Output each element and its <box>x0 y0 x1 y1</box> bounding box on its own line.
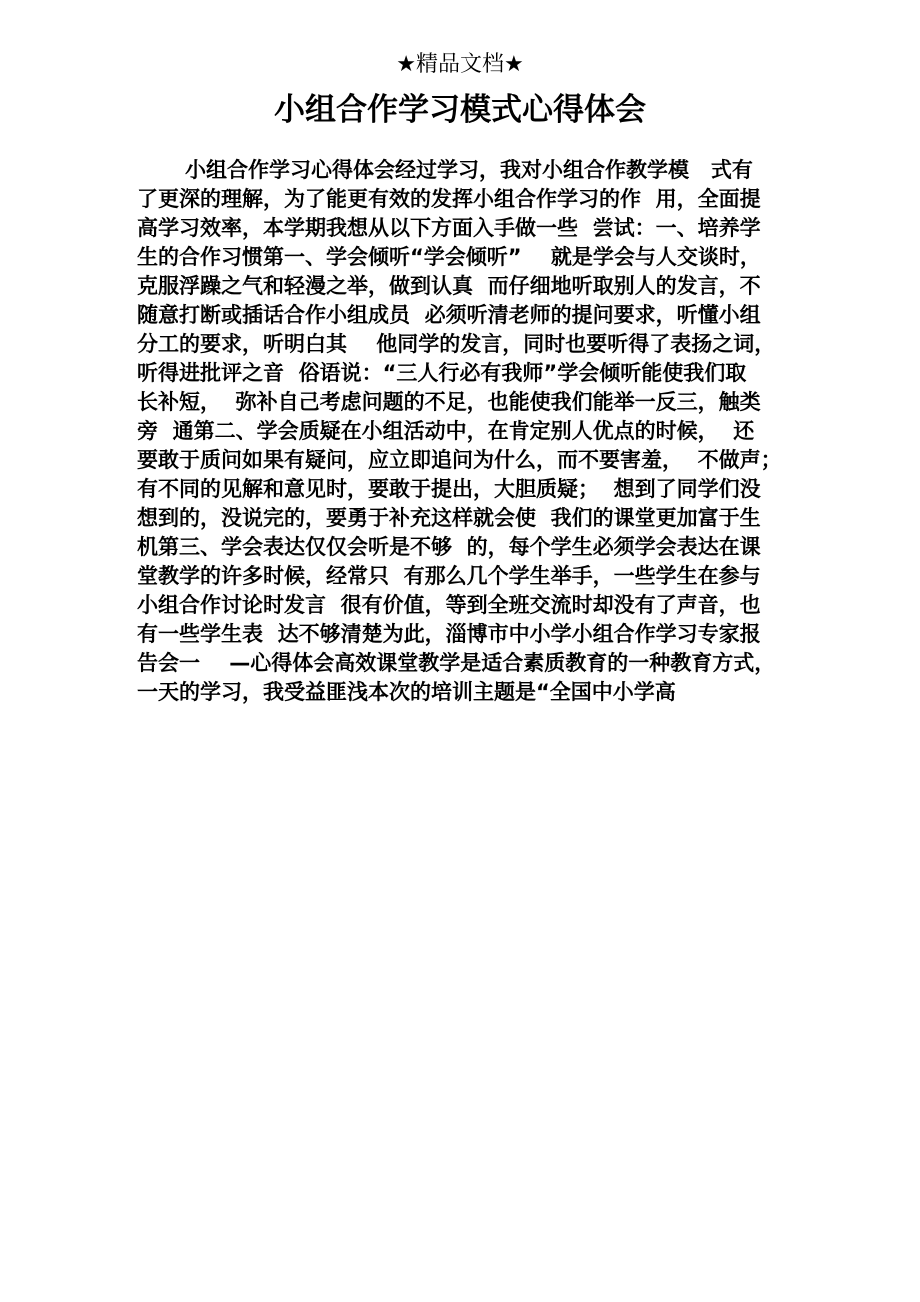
body-line: 要敢于质问如果有疑问，应立即追问为什么，而不要害羞， 不做声； <box>137 448 782 472</box>
body-line: 告会一 —心得体会高效课堂教学是适合素质教育的一种教育方式， <box>137 651 776 675</box>
body-line: 高学习效率，本学期我想从以下方面入手做一些 尝试：一、培养学 <box>137 216 761 240</box>
page-title: 小组合作学习模式心得体会 <box>274 92 646 128</box>
body-line: 分工的要求，听明白其 他同学的发言，同时也要听得了表扬之词， <box>137 332 776 356</box>
body-line: 小组合作学习心得体会经过学习，我对小组合作教学模 式有 <box>185 158 753 182</box>
body-line: 想到的，没说完的，要勇于补充这样就会使 我们的课堂更加富于生 <box>137 506 761 530</box>
header-mark: ★精品文档★ <box>396 52 524 77</box>
body-line: 堂教学的许多时候，经常只 有那么几个学生举手，一些学生在参与 <box>137 564 761 588</box>
body-line: 克服浮躁之气和轻漫之举，做到认真 而仔细地听取别人的发言，不 <box>137 274 761 298</box>
body-line: 了更深的理解，为了能更有效的发挥小组合作学习的作 用，全面提 <box>137 187 761 211</box>
body-line: 长补短， 弥补自己考虑问题的不足，也能使我们能举一反三，触类 <box>137 390 761 414</box>
body-line: 有不同的见解和意见时，要敢于提出，大胆质疑； 想到了同学们没 <box>137 477 761 501</box>
body-line: 有一些学生表 达不够清楚为此，淄博市中小学小组合作学习专家报 <box>137 622 761 646</box>
body-line: 生的合作习惯第一、学会倾听“学会倾听” 就是学会与人交谈时， <box>137 245 761 269</box>
body-line: 听得进批评之音 俗语说：“三人行必有我师”学会倾听能使我们取 <box>137 361 747 385</box>
body-text <box>137 156 817 707</box>
body-line: 一天的学习，我受益匪浅本次的培训主题是“全国中小学高 <box>137 680 676 704</box>
body-line: 随意打断或插话合作小组成员 必须听清老师的提问要求，听懂小组 <box>137 303 761 327</box>
body-line: 旁 通第二、学会质疑在小组活动中，在肯定别人优点的时候， 还 <box>137 419 755 443</box>
body-line: 小组合作讨论时发言 很有价值，等到全班交流时却没有了声音，也 <box>137 593 761 617</box>
body-line: 机第三、学会表达仅仅会听是不够 的，每个学生必须学会表达在课 <box>137 535 761 559</box>
